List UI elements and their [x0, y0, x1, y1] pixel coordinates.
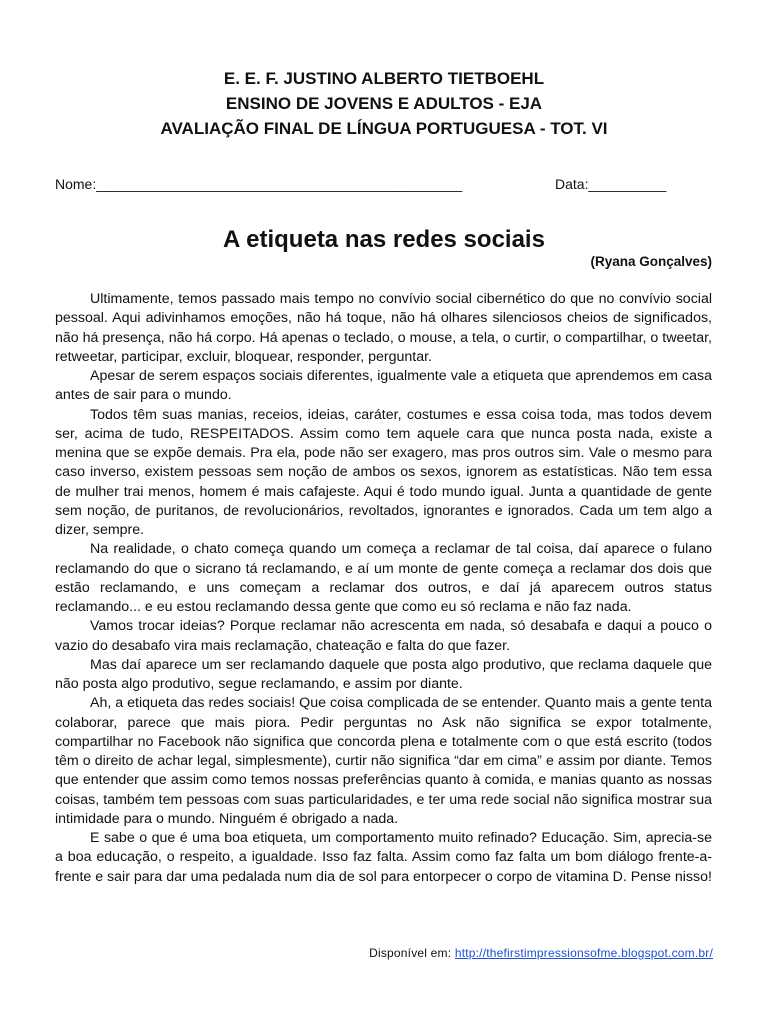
paragraph: Ultimamente, temos passado mais tempo no convívio social cibernético do que no convívio social pessoal. Aqui adivinhamos emoções, não há toque, não há olhares silenciosos cheios de significados, não há presença, não há corpo. Há apenas o teclado, o mouse, a tela, o curtir, o compartilhar, o tweetar, retweetar, participar, excluir, bloquear, responder, perguntar.: [55, 291, 712, 365]
school-name: E. E. F. JUSTINO ALBERTO TIETBOEHL: [223, 69, 545, 88]
paragraph: Vamos trocar ideias? Porque reclamar não acrescenta em nada, só desabafa e daqui a pouco o vazio do desabafo vira mais reclamação, chateação e falta do que fazer.: [55, 618, 712, 654]
evaluation-title: AVALIAÇÃO FINAL DE LÍNGUA PORTUGUESA - TOT. VI: [160, 119, 608, 138]
paragraph: Mas daí aparece um ser reclamando daquele que posta algo produtivo, que reclama daquele que não posta algo produtivo, segue reclamando, e assim por diante.: [55, 656, 712, 692]
student-info-row: [55, 175, 715, 193]
program-name: ENSINO DE JOVENS E ADULTOS - EJA: [225, 94, 543, 113]
paragraph: Apesar de serem espaços sociais diferentes, igualmente vale a etiqueta que aprendemos em casa antes de sair para o mundo.: [55, 368, 712, 404]
paragraph: E sabe o que é uma boa etiqueta, um comportamento muito refinado? Educação. Sim, aprecia-se a boa educação, o respeito, a igualdade. Isso faz falta. Assim como faz falta um bom diálogo frente-a-frente e sair para dar uma pedalada num dia de sol para entorpecer o corpo de vitamina D. Pense nisso!: [55, 830, 712, 885]
source-link[interactable]: http://thefirstimpressionsofme.blogspot.com.br/: [454, 946, 713, 960]
source-citation: [369, 945, 713, 961]
source-label: Disponível em:: [369, 946, 455, 960]
article-author: (Ryana Gonçalves): [590, 254, 712, 269]
data-field: Data:__________: [555, 176, 667, 192]
paragraph: Todos têm suas manias, receios, ideias, caráter, costumes e essa coisa toda, mas todos devem ser, acima de tudo, RESPEITADOS. Assim como tem aquele cara que nunca posta nada, existe a menina que se expõe demais. Pra ela, pode não ser exagero, mas pros outros sim. Vale o mesmo para caso inverso, existem pessoas sem noção de ambos os sexos, ignorem as estatísticas. Não tem essa de mulher trai menos, homem é mais cafajeste. Aqui é todo mundo igual. Junta a quantidade de gente sem noção, de puritanos, de revolucionários, revoltados, ignorantes e ignorados. Cada um tem algo a dizer, sempre.: [55, 406, 712, 538]
nome-field: Nome:_______________________________________________: [55, 176, 463, 192]
paragraph: Ah, a etiqueta das redes sociais! Que coisa complicada de se entender. Quanto mais a gente tenta colaborar, parece que mais piora. Pedir perguntas no Ask não significa se expor totalmente, compartilhar no Facebook não significa que concorda plena e totalmente com o que está escrito (todos têm o direito de achar legal, simplesmente), curtir não significa “dar em cima” e assim por diante. Temos que entender que assim como temos nossas preferências quanto à comida, e manias quanto as nossas coisas, também tem pessoas com suas particularidades, e ter uma rede social não significa mostrar sua intimidade para o mundo. Ninguém é obrigado a nada.: [55, 695, 712, 827]
paragraph: Na realidade, o chato começa quando um começa a reclamar de tal coisa, daí aparece o fulano reclamando do que o sicrano tá reclamando, e aí um monte de gente começa a reclamar dos dois que estão reclamando, e uns começam a reclamar dos outros, e daí já aparecem outros status reclamando... e eu estou reclamando dessa gente que como eu só reclama e não faz nada.: [55, 541, 712, 615]
article-body: [55, 290, 712, 887]
article-title: A etiqueta nas redes sociais: [223, 226, 545, 253]
document-header: [0, 66, 768, 141]
